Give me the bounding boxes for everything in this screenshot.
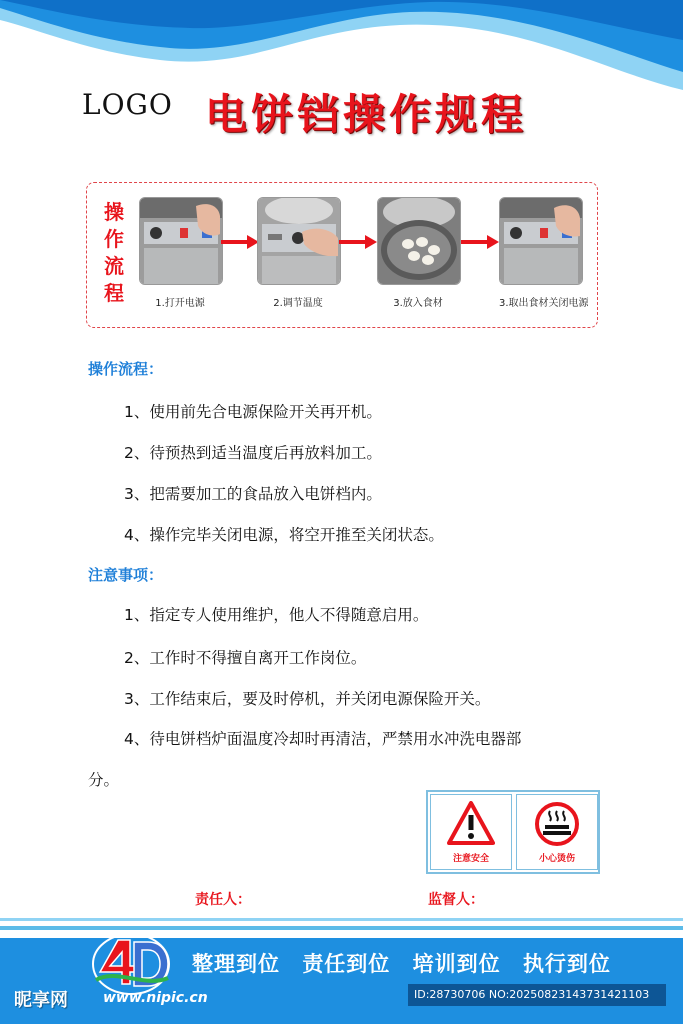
process-step	[257, 197, 339, 309]
notes-item: 2、工作时不得擅自离开工作岗位。	[124, 649, 367, 667]
step-photo	[257, 197, 341, 285]
notes-heading: 注意事项：	[88, 566, 164, 584]
notes-continuation: 分。	[88, 771, 120, 789]
sign-label: 注意安全	[452, 854, 489, 864]
slogan: 责任到位	[302, 951, 391, 976]
notes-item: 1、指定专人使用维护，他人不得随意启用。	[124, 606, 429, 624]
sign-caution	[430, 794, 512, 870]
owner-label: 责任人：	[195, 892, 251, 908]
step-photo	[139, 197, 223, 285]
step-caption: 3.放入食材	[393, 298, 443, 309]
hot-surface-icon	[534, 801, 580, 847]
process-diagram	[86, 182, 598, 328]
notes-item: 3、工作结束后，要及时停机，并关闭电源保险开关。	[124, 690, 491, 708]
process-step	[377, 197, 459, 309]
supervisor-label: 监督人：	[428, 892, 484, 908]
logo-text: LOGO	[82, 88, 173, 121]
operation-item: 4、操作完毕关闭电源，将空开推至关闭状态。	[124, 526, 444, 544]
arrow-icon	[461, 235, 499, 249]
process-label-char: 作	[104, 227, 124, 251]
sign-label: 小心烫伤	[538, 854, 575, 864]
slogan: 培训到位	[412, 951, 501, 976]
page-title: 电饼铛操作规程	[205, 90, 528, 139]
sign-burn	[516, 794, 598, 870]
arrow-icon	[339, 235, 377, 249]
slogan: 执行到位	[522, 951, 611, 976]
step-caption: 2.调节温度	[273, 298, 323, 309]
process-vertical-label	[101, 199, 127, 307]
operation-item: 3、把需要加工的食品放入电饼档内。	[124, 485, 382, 503]
warning-triangle-icon	[447, 801, 495, 845]
notes-item: 4、待电饼档炉面温度冷却时再清洁，严禁用水冲洗电器部	[124, 730, 522, 748]
process-label-char: 程	[104, 281, 124, 305]
process-label-char: 操	[104, 200, 124, 224]
footer-slogans	[192, 948, 625, 978]
4d-logo-icon	[90, 928, 172, 998]
watermark-site: 昵享网	[14, 990, 68, 1011]
arrow-icon	[221, 235, 259, 249]
safety-signs	[426, 790, 600, 874]
step-caption: 1.打开电源	[155, 298, 205, 309]
image-id-text: ID:28730706 NO:20250823143731421103	[414, 988, 650, 1001]
process-step	[139, 197, 221, 309]
operation-item: 2、待预热到适当温度后再放料加工。	[124, 444, 382, 462]
step-caption: 3.取出食材关闭电源	[499, 298, 589, 309]
process-step	[499, 197, 589, 309]
operation-item: 1、使用前先合电源保险开关再开机。	[124, 403, 382, 421]
operation-heading: 操作流程：	[88, 360, 164, 378]
step-photo	[377, 197, 461, 285]
step-photo	[499, 197, 583, 285]
watermark-url: www.nipic.cn	[103, 990, 208, 1006]
slogan: 整理到位	[192, 951, 280, 976]
process-label-char: 流	[104, 254, 124, 278]
